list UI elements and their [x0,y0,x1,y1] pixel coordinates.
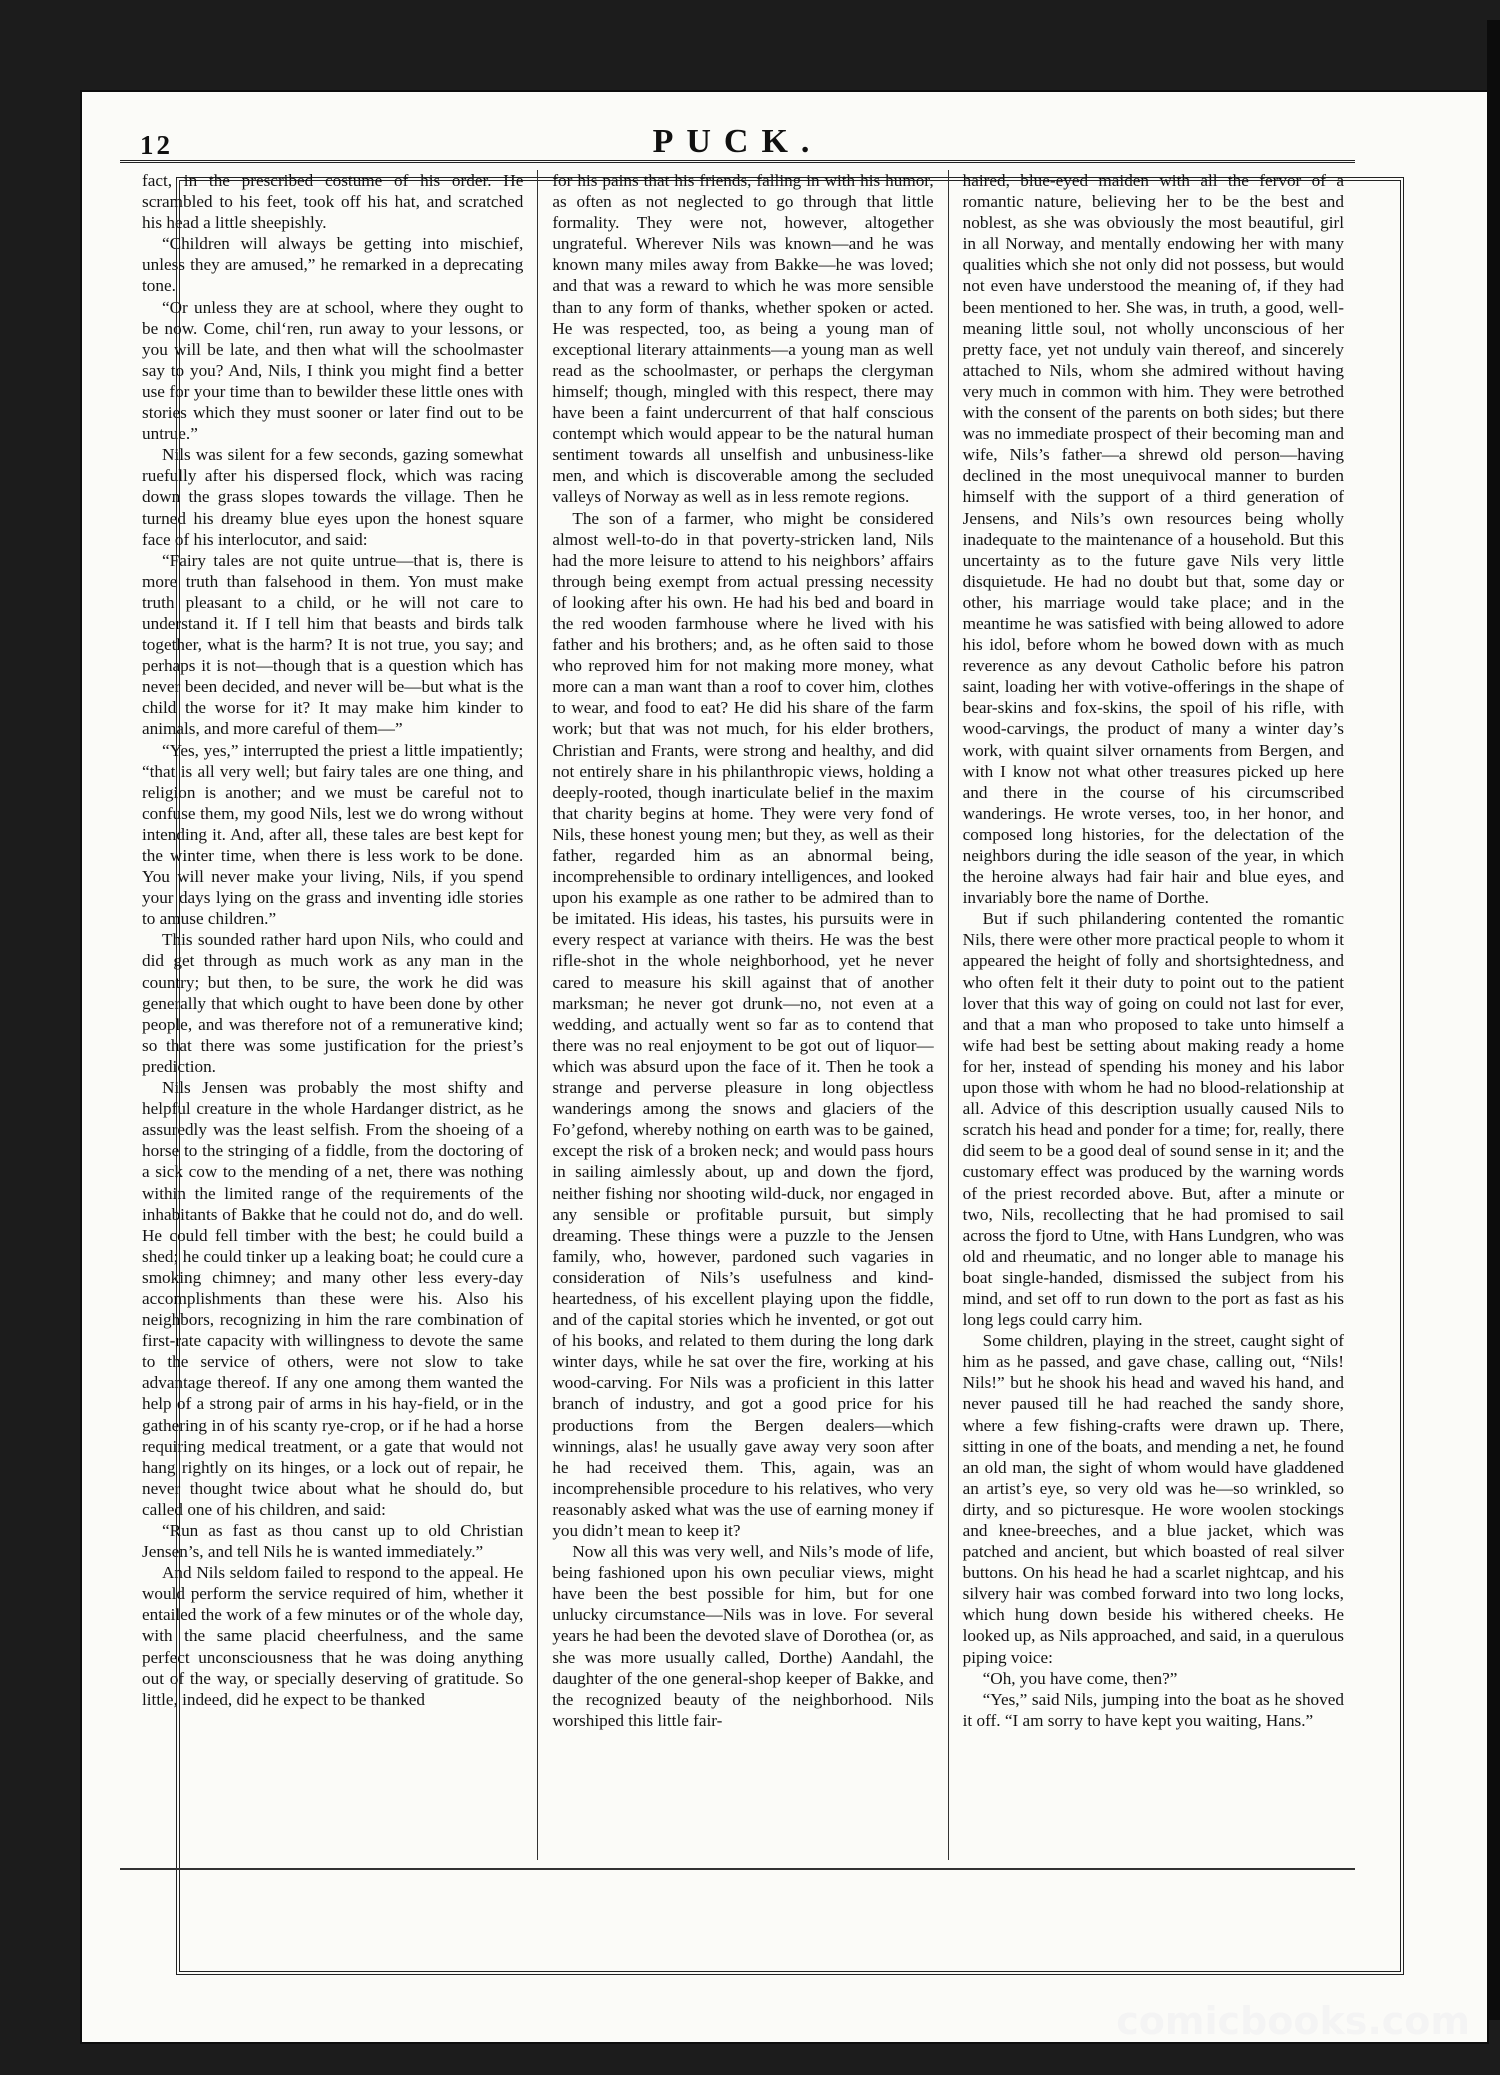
column-2 [552,170,933,1860]
article-paragraph: “Yes,” said Nils, jumping into the boat as he shoved it off. “I am sorry to have kept you waiting, Hans.” [962,1689,1344,1730]
article-paragraph: “Oh, you have come, then?” [982,1668,1178,1688]
article-paragraph: The son of a farmer, who might be considered almost well-to-do in that poverty-stricken land, Nils had the more leisure to attend to his neighbors’ affairs through being exempt from actual pressing necessity of looking after his own. He had his bed and board in the red wooden farmhouse where he lived with his father and his brothers; and, as he often said to those who reproved him for not making more money, what more can a man want than a roof to cover him, clothes to wear, and food to eat? He did his share of the farm work; but that was not much, for his elder brothers, Christian and Frants, were strong and healthy, and did not entirely share in his philanthropic views, holding a deeply-rooted, though inarticulate belief in the maxim that charity begins at home. They were very fond of Nils, these honest young men; but they, as well as their father, regarded him as an abnormal being, incomprehensible to ordinary intelligences, and looked upon his example as one rather to be admired than to be imitated. His ideas, his tastes, his pursuits were in every respect at variance with theirs. He was the best rifle-shot in the whole neighborhood, yet he never cared to measure his skill against that of another marksman; he never got drunk—no, not even at a wedding, and actually went so far as to contend that there was no real enjoyment to be got out of liquor—which was absurd upon the face of it. Then he took a strange and perverse pleasure in long objectless wanderings among the snows and glaciers of the Fo’gefond, whereby nothing on earth was to be gained, except the risk of a broken neck; and would pass hours in sailing aimlessly about, up and down the fjord, neither fishing nor shooting wild-duck, nor engaged in any sensible or profitable pursuit, but simply dreaming. These things were a puzzle to the Jensen family, who, however, pardoned such vagaries in consideration of Nils’s usefulness and kind-heartedness, of his excellent playing upon the fiddle, and of the capital stories which he invented, or got out of his books, and related to them during the long dark winter days, while he sat over the fire, working at his wood-carving. For Nils was a proficient in this latter branch of industry, and got a good price for his productions from the Bergen dealers—which winnings, alas! he usually gave away very soon after he had received them. This, again, was an incomprehensible procedure to his relatives, who very reasonably asked what was the use of earning money if you didn’t mean to keep it? [552,508,934,1540]
scan-edge-shadow [1487,20,1500,2020]
text-columns [128,170,1358,1860]
article-paragraph: Nils Jensen was probably the most shifty and helpful creature in the whole Hardanger district, as he assuredly was the least selfish. From the shoeing of a horse to the stringing of a fiddle, from the doctoring of a sick cow to the mending of a net, there was nothing within the limited range of the requirements of the inhabitants of Bakke that he could not do, and do well. He could fell timber with the best; he could build a shed; he could tinker up a leaking boat; he could cure a smoking chimney; and many other less every-day accomplishments than these were his. Also his neighbors, recognizing in him the rare combination of first-rate capacity with willingness to devote the same to the service of others, were not slow to take advantage thereof. If any one among them wanted the help of a strong pair of arms in his hay-field, or in the gathering in of his scanty rye-crop, or if he had a horse requiring medical treatment, or a gate that would not hang rightly on its hinges, or a lock out of repair, he never thought twice about what he should do, but called one of his children, and said: [142,1078,524,1519]
article-paragraph: And Nils seldom failed to respond to the appeal. He would perform the service required of him, whether it entailed the work of a few minutes or of the whole day, with the same placid cheerfulness, and the same perfect unconsciousness that he was doing anything out of the way, or specially deserving of gratitude. So little, indeed, did he expect to be thanked [142,1563,524,1709]
article-paragraph: Some children, playing in the street, caught sight of him as he passed, and gave chase, calling out, “Nils! Nils!” but he shook his head and waved his hand, and never paused till he had reached the sandy shore, where a few fishing-crafts were drawn up. There, sitting in one of the boats, and mending a net, he found an old man, the sight of whom would have gladdened an artist’s eye, so very old was he—so wrinkled, so dirty, and so picturesque. He wore woolen stockings and knee-breeches, and a blue jacket, which was patched and ancient, but which boasted of real silver buttons. On his head he had a scarlet nightcap, and his silvery hair was combed forward into two long locks, which hung down beside his withered cheeks. He looked up, as Nils approached, and said, in a querulous piping voice: [962,1331,1344,1667]
page-number: 12 [140,130,173,160]
article-paragraph: haired, blue-eyed maiden with all the fervor of a romantic nature, believing her to be the best and noblest, as she was obviously the most beautiful, girl in all Norway, and mentally endowing her with many qualities which she not only did not possess, but would not even have understood the meaning of, if they had been mentioned to her. She was, in truth, a good, well-meaning little soul, not wholly unconscious of her pretty face, yet not unduly vain thereof, and sincerely attached to Nils, whom she admired without having very much in common with him. They were betrothed with the consent of the parents on both sides; but there was no immediate prospect of their becoming man and wife, Nils’s father—a shrewd old person—having declined in the most unequivocal manner to burden himself with the support of a third generation of Jensens, and Nils’s own resources being wholly inadequate to the maintenance of a household. But this uncertainty as to the future gave Nils very little disquietude. He had no doubt but that, some day or other, his marriage would take place; and in the meantime he was satisfied with being allowed to adore his idol, before whom he bowed down with as much reverence as any devout Catholic before his patron saint, loading her with votive-offerings in the shape of bear-skins and fox-skins, the spoil of his rifle, with wood-carvings, the product of many a winter day’s work, with quaint silver ornaments from Bergen, and with I know not what other treasures picked up here and there in the course of his circumscribed wanderings. He wrote verses, too, in her honor, and composed long histories, for the delectation of the neighbors during the idle season of the year, in which the heroine always had fair hair and blue eyes, and invariably bore the name of Dorthe. [962,171,1344,908]
article-paragraph: “Children will always be getting into mischief, unless they are amused,” he remarked in a deprecating tone. [142,234,524,296]
column-divider [948,170,949,1860]
article-paragraph: This sounded rather hard upon Nils, who could and did get through as much work as any man in the country; but then, to be sure, the work he did was generally that which ought to have been done by other people, and was therefore not of a remunerative kind; so that there was some justification for the priest’s prediction. [142,930,524,1076]
article-paragraph: “Run as fast as thou canst up to old Christian Jensen’s, and tell Nils he is wanted immediately.” [142,1521,524,1562]
watermark-logo: comicbooks.com [1116,1999,1470,2043]
article-paragraph: “Or unless they are at school, where they ought to be now. Come, chil‘ren, run away to your lessons, or you will be late, and then what will the schoolmaster say to you? And, Nils, I think you might find a better use for your time than to bewilder these little ones with stories which they must sooner or later find out to be untrue.” [142,297,524,444]
article-paragraph: But if such philandering contented the romantic Nils, there were other more practical people to whom it appeared the height of folly and shortsightedness, and who often felt it their duty to point out to the patient lover that this way of going on could not last for ever, and that a man who proposed to take unto himself a wife had best be setting about making ready a home for her, instead of spending his money and his labor upon those with whom he had no blood-relationship at all. Advice of this description usually caused Nils to scratch his head and ponder for a time; for, really, there did seem to be a good deal of sound sense in it; and the customary effect was produced by the warning words of the priest recorded above. But, after a minute or two, Nils, recollecting that he had promised to sail across the fjord to Utne, with Hans Lundgren, who was old and rheumatic, and no longer able to manage his boat single-handed, dismissed the subject from his mind, and set off to run down to the port as fast as his long legs could carry him. [962,909,1344,1330]
header-rule [120,160,1355,163]
article-paragraph: Now all this was very well, and Nils’s mode of life, being fashioned upon his own peculiar views, might have been the best possible for him, but for one unlucky circumstance—Nils was in love. For several years he had been the devoted slave of Dorothea (or, as she was more usually called, Dorthe) Aandahl, the daughter of the one general-shop keeper of Bakke, and the recognized beauty of the neighborhood. Nils worshiped this little fair- [552,1542,934,1730]
article-paragraph: for his pains that his friends, falling in with his humor, as often as not neglected to go through that little formality. They were not, however, altogether ungrateful. Wherever Nils was known—and he was known many miles away from Bakke—he was loved; and that was a reward to which he was more sensible than to any form of thanks, whether spoken or acted. He was respected, too, as being a young man of exceptional literary attainments—a young man as well read as the schoolmaster, or perhaps the clergyman himself; though, mingled with this respect, there may have been a faint undercurrent of that half conscious contempt which would appear to be the natural human sentiment towards all unselfish and unbusiness-like men, and which is discoverable among the secluded valleys of Norway as well as in less remote regions. [552,171,934,507]
article-paragraph: Nils was silent for a few seconds, gazing somewhat ruefully after his dispersed flock, which was racing down the grass slopes towards the village. Then he turned his dreamy blue eyes upon the honest square face of his interlocutor, and said: [142,445,524,549]
page-header [120,118,1355,160]
article-paragraph: “Yes, yes,” interrupted the priest a little impatiently; “that is all very well; but fairy tales are one thing, and religion is another; and we must be careful not to confuse them, my good Nils, lest we do wrong without intending it. And, after all, these tales are best kept for the winter time, when there is less work to be done. You will never make your living, Nils, if you spend your days lying on the grass and inventing idle stories to amuse children.” [142,740,524,929]
article-paragraph: “Fairy tales are not quite untrue—that is, there is more truth than falsehood in them. Yon must make truth pleasant to a child, or he will not care to understand it. If I tell him that beasts and birds talk together, what is the harm? It is not true, you say; and perhaps it is not—though that is a question which has never been decided, and never will be—but what is the child the worse for it? It may make him kinder to animals, and more careful of them—” [142,550,524,739]
footer-rule [120,1868,1355,1870]
masthead-title: PUCK. [652,123,823,160]
article-paragraph: fact, in the prescribed costume of his order. He scrambled to his feet, took off his hat, and scratched his head a little sheepishly. [142,171,524,233]
column-divider [537,170,538,1860]
column-3 [963,170,1344,1860]
column-1 [142,170,523,1860]
